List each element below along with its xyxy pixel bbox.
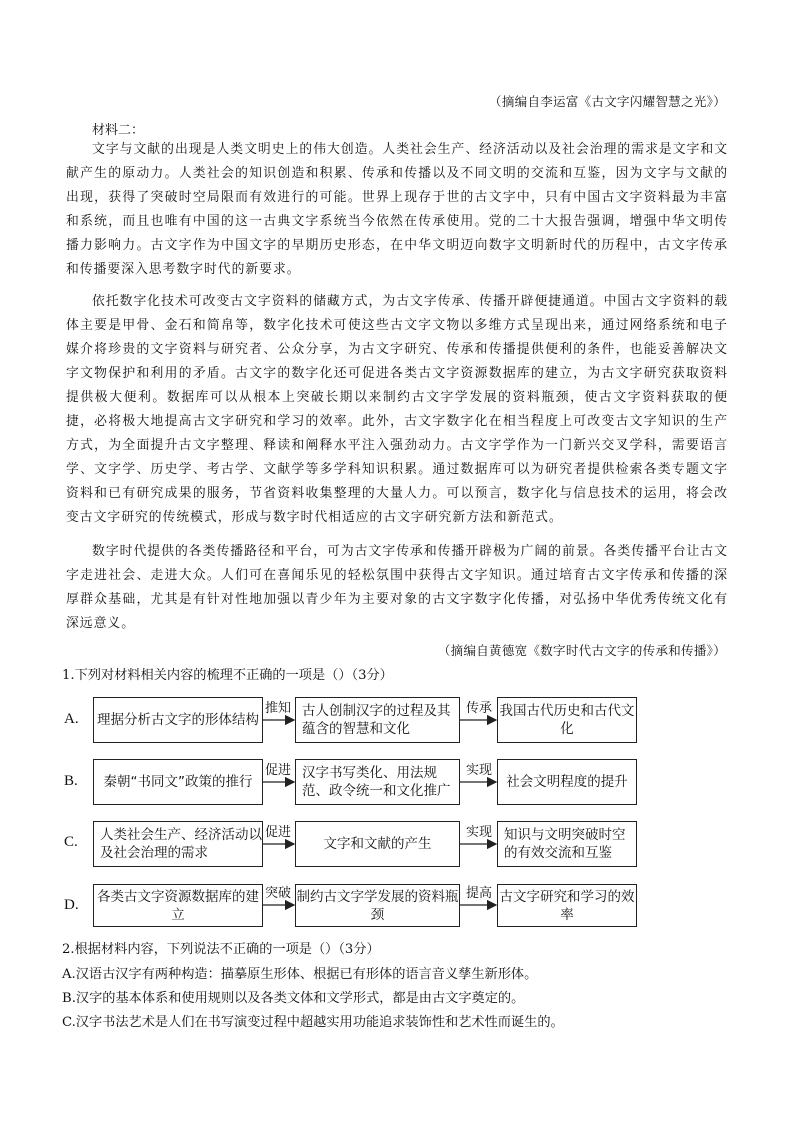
option-d-letter: D.	[64, 897, 79, 913]
option-a-arrow-2-label: 传承	[465, 701, 492, 716]
option-d-box-1: 各类古文字资源数据库的建立	[93, 884, 263, 927]
option-a-box-1: 理据分析古文字的形体结构	[93, 697, 263, 743]
option-d-arrow-1-label: 突破	[264, 886, 291, 901]
option-c-arrow-2-label: 实现	[465, 825, 492, 840]
question-1-stem: 1.下列对材料相关内容的梳理不正确的一项是（）（3分）	[62, 668, 393, 683]
option-b-letter: B.	[64, 773, 78, 789]
material-two-label: 材料二：	[92, 123, 145, 138]
option-c-box-1: 人类社会生产、经济活动以及社会治理的需求	[93, 821, 263, 867]
question-2-option-b: B.汉字的基本体系和使用规则以及各类文体和文学形式，都是由古文字奠定的。	[62, 991, 525, 1006]
option-a-arrow-1-label: 推知	[264, 701, 291, 716]
option-c-letter: C.	[64, 834, 78, 850]
option-b-arrow-1-label: 促进	[264, 763, 291, 778]
option-a-letter: A.	[64, 711, 79, 727]
option-b-box-3: 社会文明程度的提升	[497, 759, 637, 805]
paragraph-1: 文字与文献的出现是人类文明史上的伟大创造。人类社会生产、经济活动以及社会治理的需求是文字和文献产生的原动力。人类社会的知识创造和积累、传承和传播以及不同文明的交流和互鉴，因为文字与文献的出现，获得了突破时空局限而有效进行的可能。世界上现存于世的古文字中，只有中国古文字资料最为丰富和系统，而且也唯有中国的这一古典文字系统当今依然在传承使用。党的二十大报告强调，增强中华文明传播力影响力。古文字作为中国文字的早期历史形态，在中华文明迈向数字文明新时代的历程中，古文字传承和传播要深入思考数字时代的新要求。	[66, 142, 728, 277]
option-b-arrow-2-label: 实现	[465, 763, 492, 778]
option-c-box-3: 知识与文明突破时空的有效交流和互鉴	[497, 821, 637, 867]
option-d-box-2: 制约古文字学发展的资料瓶颈	[295, 884, 460, 927]
question-2-option-a: A.汉语古汉字有两种构造：描摹原生形体、根据已有形体的语言音义孳生新形体。	[62, 967, 538, 982]
option-b-box-1: 秦朝“书同文”政策的推行	[93, 759, 263, 805]
option-b-box-2: 汉字书写类化、用法规范、政令统一和文化推广	[295, 759, 460, 805]
option-c-box-2: 文字和文献的产生	[295, 821, 460, 867]
paragraph-2: 依托数字化技术可改变古文字资料的储藏方式，为古文字传承、传播开辟便捷通道。中国古文字资料的载体主要是甲骨、金石和简帛等，数字化技术可使这些古文字文物以多维方式呈现出来，通过网络系统和电子媒介将珍贵的文字资料与研究者、公众分享，为古文字研究、传承和传播提供便利的条件，也能妥善解决文字文物保护和利用的矛盾。古文字的数字化还可促进各类古文字资源数据库的建立，为古文字研究获取资料提供极大便利。数据库可以从根本上突破长期以来制约古文字学发展的资料瓶颈，使古文字资料获取的便捷，必将极大地提高古文字研究和学习的效率。此外，古文字数字化在相当程度上可改变古文字知识的生产方式，为全面提升古文字整理、释读和阐释水平注入强劲动力。古文字学作为一门新兴交叉学科，需要语言学、文字学、历史学、考古学、文献学等多学科知识积累。通过数据库可以为研究者提供检索各类专题文字资料和已有研究成果的服务，节省资料收集整理的大量人力。可以预言，数字化与信息技术的运用，将会改变古文字研究的传统模式，形成与数字时代相适应的古文字研究新方法和新范式。	[66, 294, 728, 525]
source-citation-1: （摘编自李运富《古文字闪耀智慧之光》）	[489, 94, 726, 109]
option-a-box-2: 古人创制汉字的过程及其蕴含的智慧和文化	[295, 697, 460, 743]
question-2-option-c: C.汉字书法艺术是人们在书写演变过程中超越实用功能追求装饰性和艺术性而诞生的。	[62, 1015, 564, 1030]
option-d-box-3: 古文字研究和学习的效率	[497, 884, 637, 927]
option-a-box-3: 我国古代历史和古代文化	[497, 697, 637, 743]
source-citation-2: （摘编自黄德宽《数字时代古文字的传承和传播》）	[437, 643, 726, 658]
option-c-arrow-1-label: 促进	[264, 825, 291, 840]
paragraph-3: 数字时代提供的各类传播路径和平台，可为古文字传承和传播开辟极为广阔的前景。各类传播平台让古文字走进社会、走进大众。人们可在喜闻乐见的轻松氛围中获得古文字知识。通过培育古文字传承和传播的深厚群众基础，尤其是有针对性地加强以青少年为主要对象的古文字数字化传播，对弘扬中华优秀传统文化有深远意义。	[66, 544, 728, 631]
option-d-arrow-2-label: 提高	[465, 886, 492, 901]
question-2-stem: 2.根据材料内容，下列说法不正确的一项是（）（3分）	[62, 942, 380, 957]
